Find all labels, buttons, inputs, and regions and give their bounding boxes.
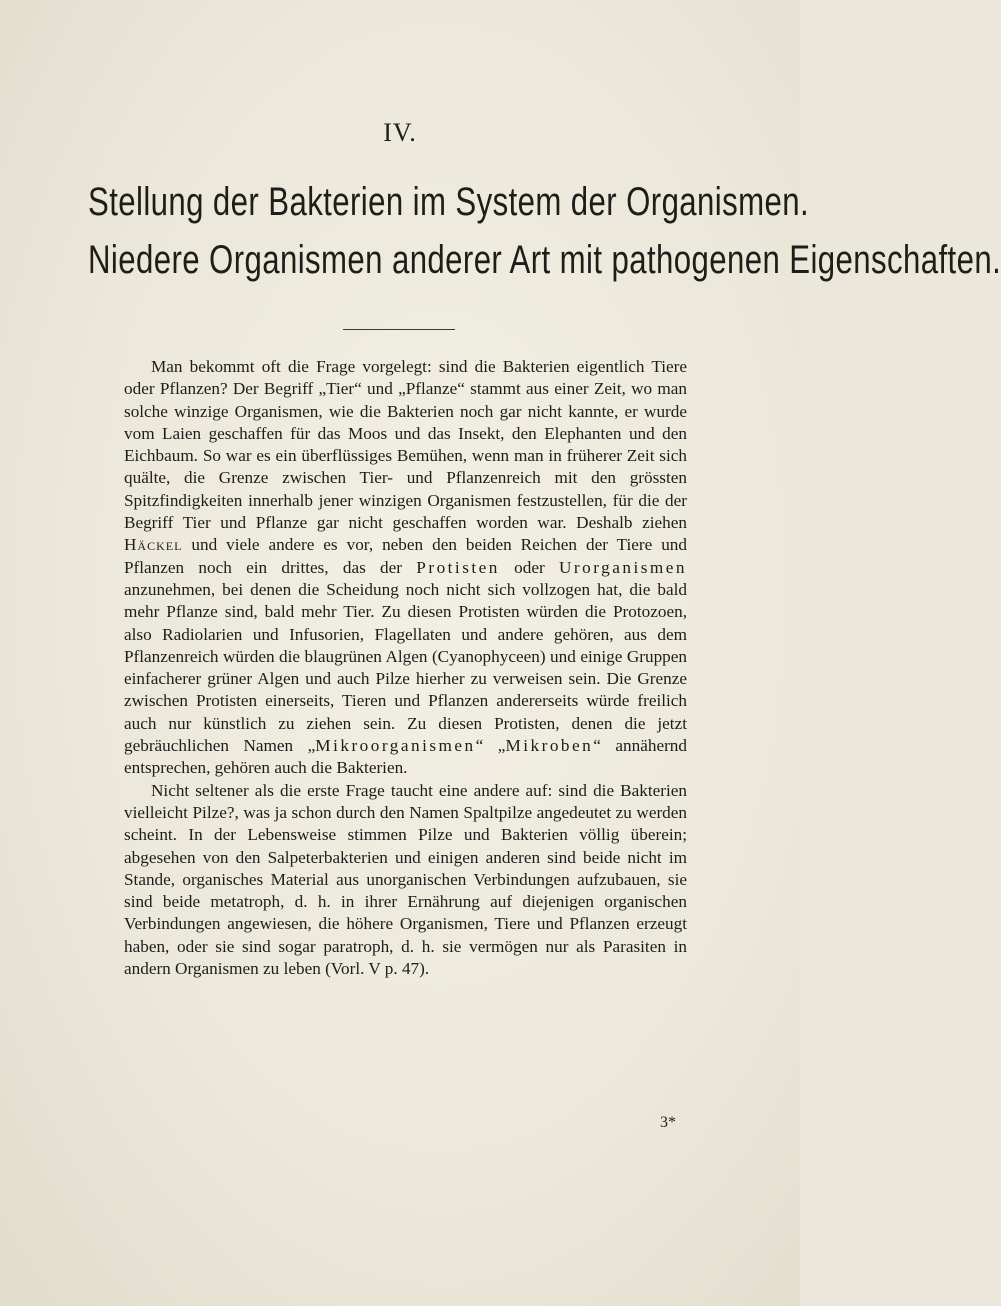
paragraph-1 xyxy=(124,356,687,780)
paragraph-1-text-c: oder xyxy=(499,557,559,577)
term-protisten: Protisten xyxy=(416,557,500,577)
paragraph-1-text-b: und viele andere es vor, neben den beiden Reichen der Tiere und Pflanzen noch ein drittes, das der xyxy=(124,535,687,577)
paragraph-2: Nicht seltener als die erste Frage taucht eine andere auf: sind die Bakterien vielleicht Pilze?, was ja schon durch den Namen Spaltpilze angedeutet zu werden scheint. In der Lebensweise stimmen Pilze und Bakterien völlig überein; abgesehen von den Salpeterbakterien und einigen anderen sind beide nicht im Stande, organisches Material aus unorganischen Verbindungen aufzubauen, sie sind beide metatroph, d. h. in ihrer Ernährung auf diejenigen organischen Verbindungen angewiesen, die höhere Organismen, Tiere und Pflanzen erzeugt haben, oder sie sind sogar paratroph, d. h. sie vermögen nur als Parasiten in andern Organismen zu leben (Vorl. V p. 47). xyxy=(124,780,687,979)
title-divider xyxy=(343,329,455,330)
term-mikroorganismen: Mikroorganismen xyxy=(315,736,476,756)
paragraph-1-text-a: Man bekommt oft die Frage vorgelegt: sind die Bakterien eigentlich Tiere oder Pflanzen? Der Begriff „Tier“ und „Pflanze“ stammt aus einer Zeit, wo man solche winzige Organismen, wie die Bakterien noch gar nicht kannte, er wurde vom Laien geschaffen für das Moos und das Insekt, den Elephanten und den Eichbaum. So war es ein überflüssiges Bemühen, wenn man in früherer Zeit sich quälte, die Grenze zwischen Tier- und Pflanzenreich mit den grössten Spitzfindigkeiten innerhalb jener winzigen Organismen festzustellen, für die der Begriff Tier und Pflanze gar nicht geschaffen worden war. Deshalb ziehen xyxy=(124,357,687,533)
body-text xyxy=(124,356,687,980)
paragraph-1-text-e: “ „ xyxy=(475,736,506,756)
paragraph-1-text-d: anzunehmen, bei denen die Scheidung noch nicht sich vollzogen hat, die bald mehr Pflanze sind, bald mehr Tier. Zu diesen Protisten würden die Protozoen, also Radiolarien und Infusorien, Flagellaten und andere gehören, aus dem Pflanzenreich würden die blaugrünen Algen (Cyanophyceen) und einige Gruppen einfacherer grüner Algen und auch Pilze hierher zu verweisen sein. Die Grenze zwischen Protisten einerseits, Tieren und Pflanzen andererseits würde freilich auch nur künstlich zu ziehen sein. Zu diesen Protisten, denen die jetzt gebräuchlichen Namen „ xyxy=(124,579,687,756)
term-urorganismen: Urorganismen xyxy=(559,557,688,577)
paragraph-1-text-f: “ annähernd entsprechen, gehören auch die Bakterien. xyxy=(124,736,687,778)
chapter-number: IV. xyxy=(383,118,417,147)
chapter-title-line-2: Niedere Organismen anderer Art mit pathogenen Eigenschaften. xyxy=(88,238,1001,282)
term-mikroben: Mikroben xyxy=(505,736,594,756)
chapter-title-line-1: Stellung der Bakterien im System der Organismen. xyxy=(88,180,810,224)
author-name-haeckel: Häckel xyxy=(124,535,183,555)
signature-mark: 3* xyxy=(660,1114,676,1131)
